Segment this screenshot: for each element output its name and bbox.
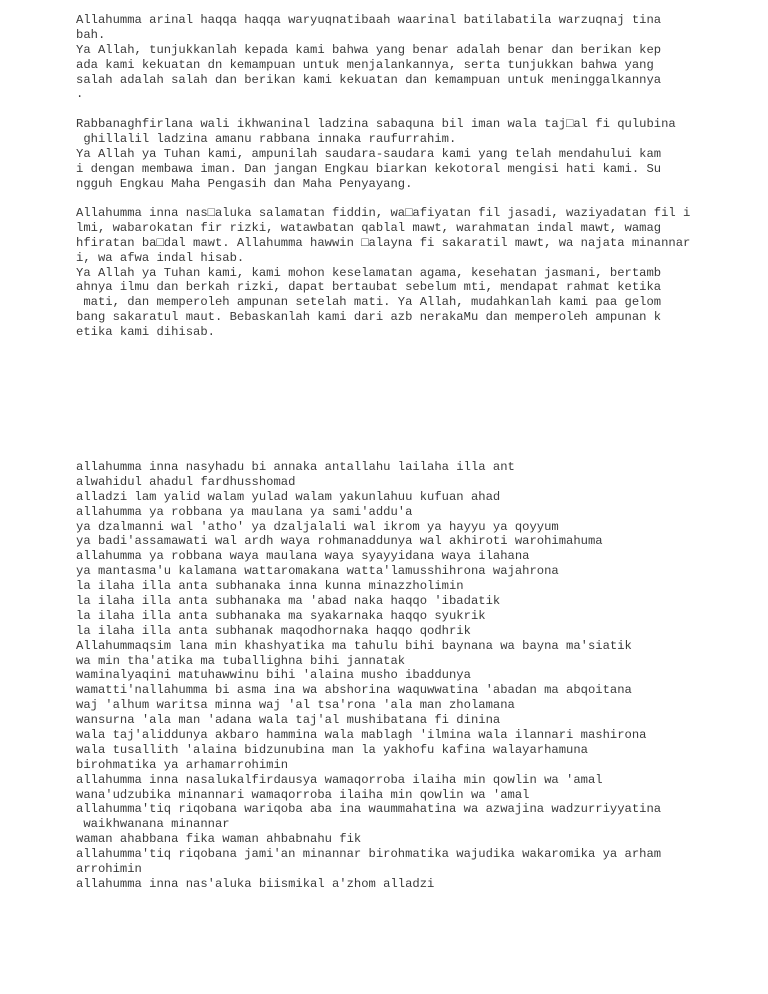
list-item: allahumma inna nasalukalfirdausya wamaqorroba ilaiha min qowlin wa 'amal	[76, 772, 603, 787]
paragraph-line: Rabbanaghfirlana wali ikhwaninal ladzina sabaquna bil iman wala taj□al fi qulubina	[76, 117, 676, 131]
prayer-list	[76, 460, 716, 892]
list-item: la ilaha illa anta subhanaka inna kunna minazzholimin	[76, 579, 464, 594]
list-item: alwahidul ahadul fardhusshomad	[76, 474, 296, 489]
list-item: wamatti'nallahumma bi asma ina wa abshorina waquwwatina 'abadan ma abqoitana	[76, 683, 632, 698]
list-item: wala tusallith 'alaina bidzunubina man la yakhofu kafina walayarhamuna	[76, 742, 588, 757]
paragraph-1	[76, 13, 716, 102]
paragraph-line: i, wa afwa indal hisab.	[76, 250, 245, 265]
paragraph-line: Allahumma inna nas□aluka salamatan fiddin, wa□afiyatan fil jasadi, waziyadatan fil i	[76, 206, 691, 220]
paragraph-line: .	[76, 87, 84, 102]
list-item: la ilaha illa anta subhanak maqodhornaka haqqo qodhrik	[76, 623, 471, 638]
paragraph-line: ada kami kekuatan dn kemampuan untuk menjalankannya, serta tunjukkan bahwa yang	[76, 57, 654, 72]
list-item: wansurna 'ala man 'adana wala taj'al mushibatana fi dinina	[76, 713, 501, 728]
list-item: allahumma'tiq riqobana jami'an minannar birohmatika wajudika wakaromika ya arham	[76, 847, 662, 862]
list-item: waminalyaqini matuhawwinu bihi 'alaina musho ibaddunya	[76, 668, 471, 683]
paragraph-line: hfiratan ba□dal mawt. Allahumma hawwin □alayna fi sakaratil mawt, wa najata minannar	[76, 235, 691, 250]
paragraph-line: bang sakaratul maut. Bebaskanlah kami dari azb nerakaMu dan memperoleh ampunan k	[76, 310, 662, 325]
list-item: la ilaha illa anta subhanaka ma syakarnaka haqqo syukrik	[76, 608, 486, 623]
paragraph-line: ghillalil ladzina amanu rabbana innaka raufurrahim.	[76, 131, 457, 146]
list-item: wala taj'aliddunya akbaro hammina wala mablagh 'ilmina wala ilannari mashirona	[76, 728, 647, 743]
paragraph-line: mati, dan memperoleh ampunan setelah mati. Ya Allah, mudahkanlah kami paa gelom	[76, 295, 662, 310]
list-item: birohmatika ya arhamarrohimin	[76, 757, 289, 772]
paragraph-3	[76, 206, 716, 340]
list-item: allahumma inna nasyhadu bi annaka antallahu lailaha illa ant	[76, 460, 515, 474]
list-item: ya dzalmanni wal 'atho' ya dzaljalali wal ikrom ya hayyu ya qoyyum	[76, 519, 559, 534]
list-item: arrohimin	[76, 862, 142, 877]
paragraph-line: ngguh Engkau Maha Pengasih dan Maha Penyayang.	[76, 176, 413, 191]
list-item: ya mantasma'u kalamana wattaromakana watta'lamusshihrona wajahrona	[76, 564, 559, 579]
paragraph-line: lmi, wabarokatan fir rizki, watawbatan qablal mawt, warahmatan indal mawt, wamag	[76, 220, 662, 235]
paragraph-line: salah adalah salah dan berikan kami kekuatan dan kemampuan untuk meninggalkannya	[76, 72, 662, 87]
paragraph-line: i dengan membawa iman. Dan jangan Engkau biarkan kekotoral mengisi hati kami. Su	[76, 161, 662, 176]
paragraph-2	[76, 117, 716, 191]
list-item: wana'udzubika minannari wamaqorroba ilaiha min qowlin wa 'amal	[76, 787, 530, 802]
paragraph-line: ahnya ilmu dan berkah rizki, dapat bertaubat sebelum mti, mendapat rahmat ketika	[76, 280, 662, 295]
paragraph-line: bah.	[76, 27, 106, 42]
list-item: Allahummaqsim lana min khashyatika ma tahulu bihi baynana wa bayna ma'siatik	[76, 638, 632, 653]
list-item: waikhwanana minannar	[76, 817, 230, 832]
list-item: waj 'alhum waritsa minna waj 'al tsa'rona 'ala man zholamana	[76, 698, 515, 713]
paragraph-line: Ya Allah ya Tuhan kami, ampunilah saudara-saudara kami yang telah mendahului kam	[76, 146, 662, 161]
list-item: la ilaha illa anta subhanaka ma 'abad naka haqqo 'ibadatik	[76, 594, 501, 609]
list-item: allahumma inna nas'aluka biismikal a'zhom alladzi	[76, 876, 435, 891]
paragraph-line: Allahumma arinal haqqa haqqa waryuqnatibaah waarinal batilabatila warzuqnaj tina	[76, 13, 662, 27]
list-item: allahumma ya robbana ya maulana ya sami'addu'a	[76, 504, 413, 519]
list-item: allahumma'tiq riqobana wariqoba aba ina waummahatina wa azwajina wadzurriyyatina	[76, 802, 662, 817]
list-item: allahumma ya robbana waya maulana waya syayyidana waya ilahana	[76, 549, 530, 564]
list-item: ya badi'assamawati wal ardh waya rohmanaddunya wal akhiroti warohimahuma	[76, 534, 603, 549]
paragraph-line: Ya Allah ya Tuhan kami, kami mohon keselamatan agama, kesehatan jasmani, bertamb	[76, 265, 662, 280]
list-item: alladzi lam yalid walam yulad walam yakunlahuu kufuan ahad	[76, 489, 501, 504]
paragraph-line: etika kami dihisab.	[76, 325, 215, 340]
list-item: wa min tha'atika ma tuballighna bihi jannatak	[76, 653, 406, 668]
list-item: waman ahabbana fika waman ahbabnahu fik	[76, 832, 362, 847]
paragraph-line: Ya Allah, tunjukkanlah kepada kami bahwa yang benar adalah benar dan berikan kep	[76, 42, 662, 57]
